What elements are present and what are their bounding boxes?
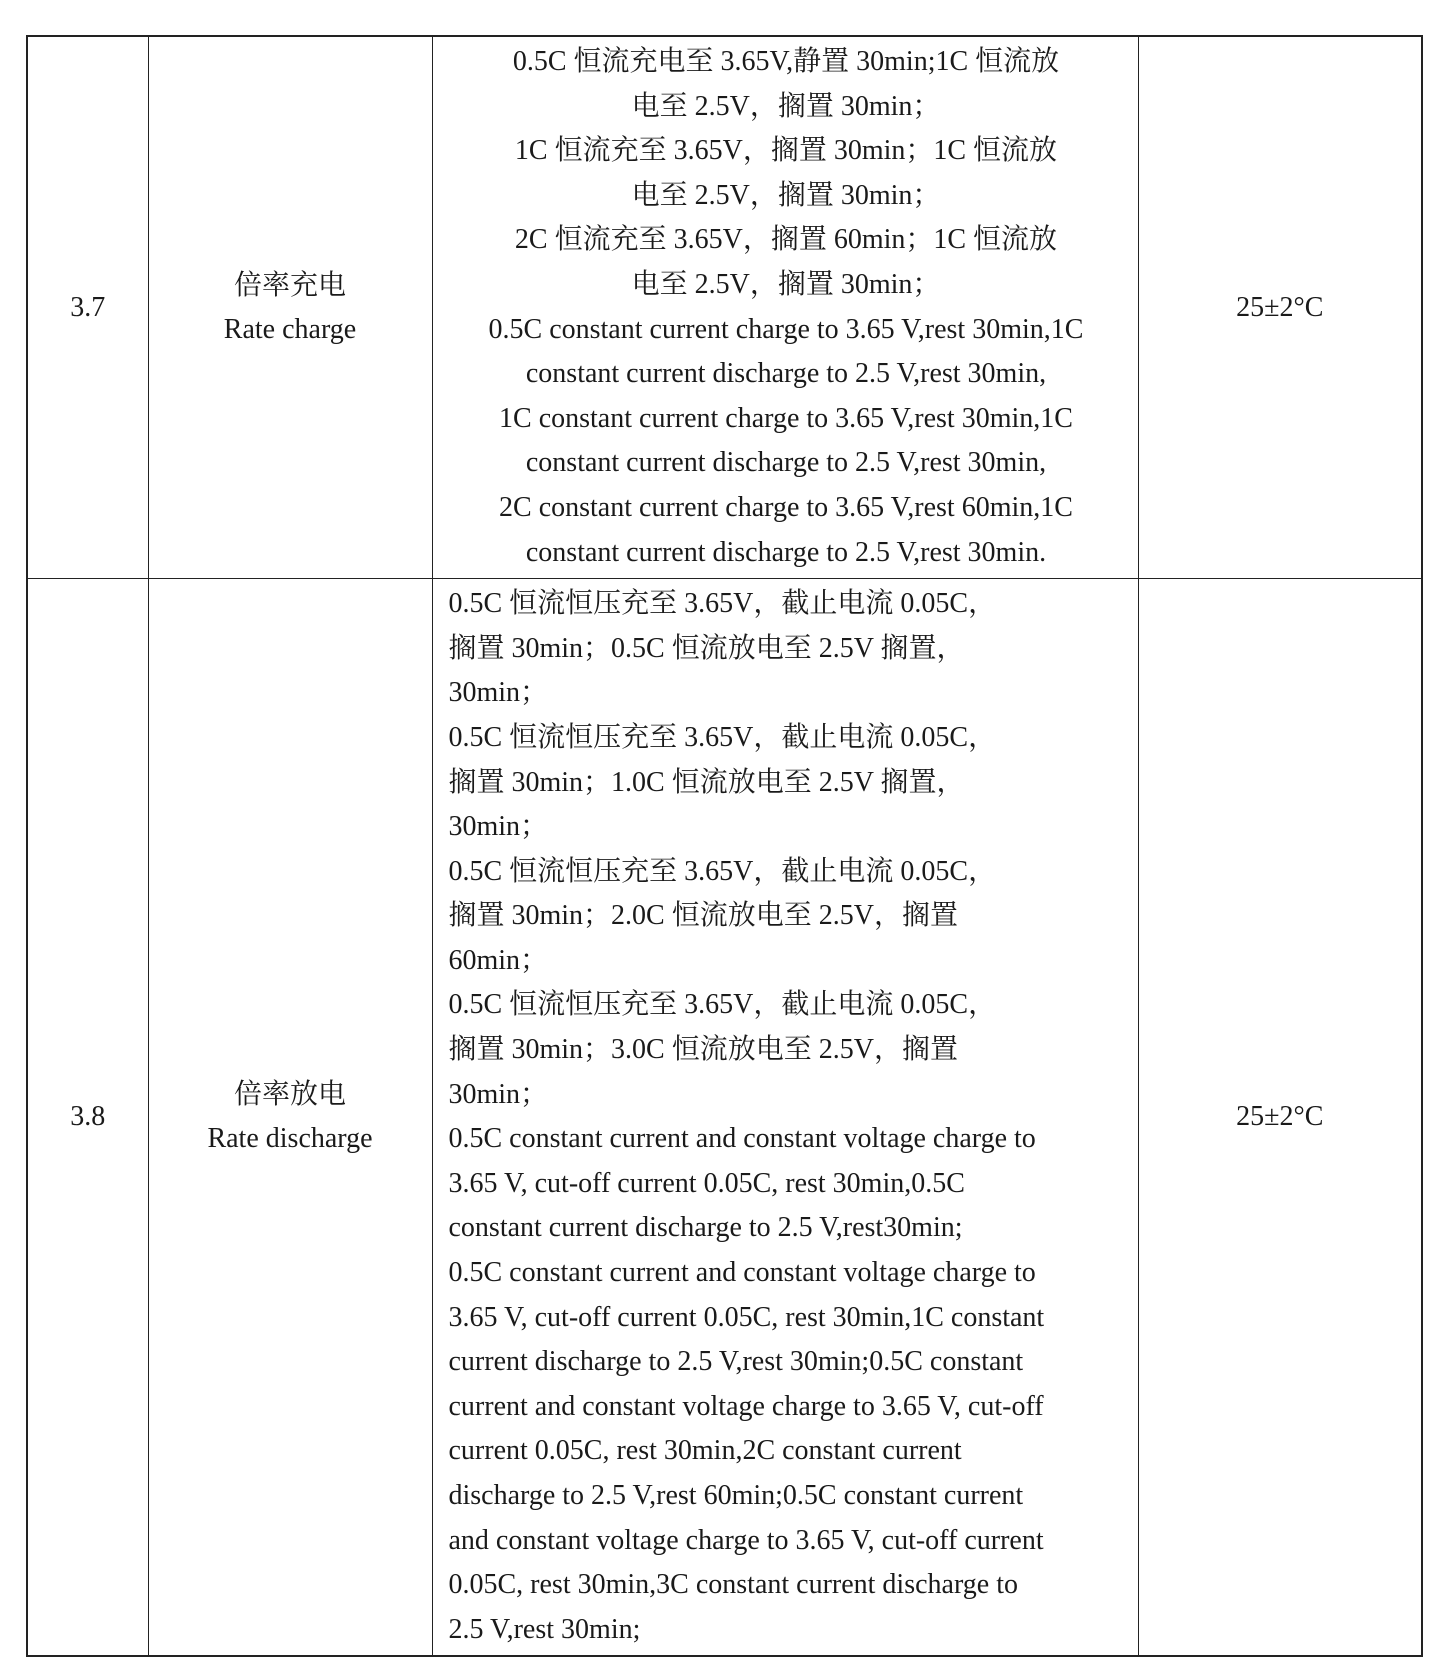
method-line: 电至 2.5V，搁置 30min；: [631, 179, 941, 211]
table-row: [27, 36, 1422, 579]
method-line: 2C constant current charge to 3.65 V,rest 60min,1C: [499, 491, 1073, 523]
method-line: 0.5C 恒流恒压充至 3.65V，截止电流 0.05C，: [448, 855, 997, 887]
method-line: and constant voltage charge to 3.65 V, cut-off current: [448, 1524, 1044, 1556]
method-line: 3.65 V, cut-off current 0.05C, rest 30min,0.5C: [448, 1167, 965, 1199]
item-number: 3.8: [70, 1101, 106, 1133]
method-line: 1C 恒流充至 3.65V，搁置 30min；1C 恒流放: [514, 135, 1058, 167]
method-line: 0.5C constant current and constant voltage charge to: [448, 1257, 1036, 1289]
method-line: 30min；: [448, 811, 549, 843]
method-line: 0.5C 恒流充电至 3.65V,静置 30min;1C 恒流放: [512, 46, 1060, 77]
method-line: discharge to 2.5 V,rest 60min;0.5C constant current: [448, 1480, 1024, 1511]
method-line: 0.5C 恒流恒压充至 3.65V，截止电流 0.05C，: [448, 721, 997, 753]
method-line: current discharge to 2.5 V,rest 30min;0.5C constant: [448, 1346, 1024, 1378]
method-line: 搁置 30min；1.0C 恒流放电至 2.5V 搁置，: [448, 766, 965, 798]
method-line: current 0.05C, rest 30min,2C constant current: [448, 1435, 962, 1467]
test-condition-cell: [1138, 36, 1422, 579]
test-spec-table: [26, 35, 1423, 1657]
test-item-cell: [148, 36, 432, 579]
method-line: 0.5C 恒流恒压充至 3.65V，截止电流 0.05C，: [448, 989, 997, 1021]
method-line: 2.5 V,rest 30min;: [448, 1613, 641, 1645]
method-line: 0.5C 恒流恒压充至 3.65V，截止电流 0.05C，: [448, 588, 997, 620]
method-line: 30min；: [448, 677, 549, 709]
method-line: constant current discharge to 2.5 V,rest 30min.: [525, 536, 1047, 568]
method-line: 电至 2.5V，搁置 30min；: [631, 90, 941, 122]
table-row: [27, 579, 1422, 1657]
item-number-cell: [27, 579, 148, 1657]
test-condition-cell: [1138, 579, 1422, 1657]
method-line: 电至 2.5V，搁置 30min；: [631, 268, 941, 300]
method-line: 搁置 30min；3.0C 恒流放电至 2.5V，搁置: [448, 1034, 958, 1066]
test-condition: 25±2°C: [1236, 291, 1324, 323]
method-line: 60min；: [448, 944, 549, 976]
test-item-cell: [148, 579, 432, 1657]
method-line: 3.65 V, cut-off current 0.05C, rest 30min,1C constant: [448, 1301, 1045, 1333]
test-condition: 25±2°C: [1236, 1101, 1324, 1133]
method-line: 0.05C, rest 30min,3C constant current discharge to: [448, 1569, 1018, 1601]
method-line: 0.5C constant current and constant voltage charge to: [448, 1123, 1036, 1155]
method-line: 30min；: [448, 1078, 549, 1110]
method-line: 1C constant current charge to 3.65 V,rest 30min,1C: [499, 402, 1073, 434]
test-method-cell: [432, 36, 1138, 579]
method-line: constant current discharge to 2.5 V,rest 30min,: [525, 447, 1047, 479]
test-item-cn: 倍率放电: [233, 1079, 346, 1111]
test-item-en: Rate charge: [223, 313, 357, 345]
method-line: current and constant voltage charge to 3.65 V, cut-off: [448, 1390, 1044, 1422]
item-number-cell: [27, 36, 148, 579]
test-item-en: Rate discharge: [207, 1123, 373, 1155]
method-line: 搁置 30min；0.5C 恒流放电至 2.5V 搁置，: [448, 632, 965, 664]
test-method-cell: [432, 579, 1138, 1657]
method-line: 2C 恒流充至 3.65V，搁置 60min；1C 恒流放: [514, 224, 1058, 256]
method-line: 搁置 30min；2.0C 恒流放电至 2.5V，搁置: [448, 900, 958, 932]
item-number: 3.7: [70, 291, 106, 323]
method-line: 0.5C constant current charge to 3.65 V,rest 30min,1C: [488, 313, 1084, 345]
method-line: constant current discharge to 2.5 V,rest30min;: [448, 1212, 963, 1244]
test-item-cn: 倍率充电: [233, 269, 346, 301]
method-line: constant current discharge to 2.5 V,rest 30min,: [525, 358, 1047, 390]
